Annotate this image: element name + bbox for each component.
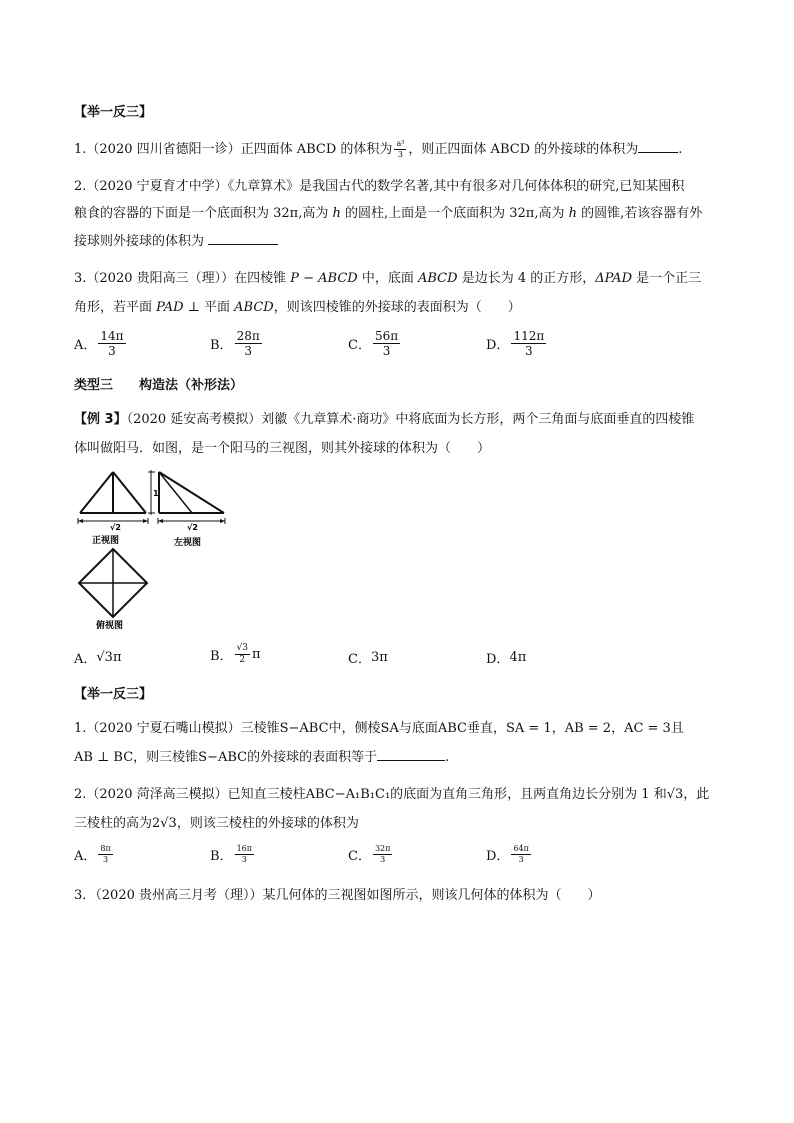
practice-2-line-1: 2.（2020 菏泽高三模拟）已知直三棱柱ABC−A₁B₁C₁的底面为直角三角形，且两直角边长分别为 1 和√3，此 (74, 787, 710, 802)
option-c[interactable] (348, 330, 402, 357)
option-a[interactable] (74, 648, 122, 667)
option-label: B． (210, 649, 233, 664)
variable: h (568, 206, 577, 221)
option-label: A． (74, 849, 97, 864)
section-heading: 【举一反三】 (74, 687, 153, 702)
example-3-line-2: 体叫做阳马．如图，是一个阳马的三视图，则其外接球的体积为（ ） (74, 441, 491, 456)
option-label: B． (210, 338, 233, 353)
question-2-line-1: 2.（2020 宁夏育才中学）《九章算术》是我国古代的数学名著,其中有很多对几何体体积的研究,已知某囤积 (74, 179, 685, 194)
option-d[interactable] (486, 845, 533, 864)
fraction-denominator: 3 (241, 855, 247, 864)
question-text: 接球则外接球的体积为 (74, 234, 205, 249)
variable: h (332, 206, 341, 221)
math-expression: PAD (156, 300, 184, 315)
fraction-denominator: 3 (382, 344, 391, 358)
option-label: D． (486, 652, 510, 667)
option-a[interactable] (74, 330, 128, 357)
top-view-label: 俯视图 (96, 621, 124, 631)
question-text: 中，底面 (357, 271, 418, 286)
fraction-denominator: 2 (239, 655, 246, 665)
answer-blank (208, 232, 278, 245)
section-heading: 【举一反三】 (74, 105, 153, 120)
dimension-label: 1 (153, 489, 159, 498)
option-a[interactable] (74, 845, 115, 864)
fraction (98, 330, 125, 357)
question-2-line-3 (74, 232, 278, 251)
option-label: C． (348, 338, 371, 353)
practice-3-line-1: 3．（2020 贵州高三月考（理））某几何体的三视图如图所示，则该几何体的体积为（ ） (74, 888, 601, 903)
front-view-label: 正视图 (92, 536, 120, 546)
fraction-numerator: 28π (236, 329, 260, 343)
question-text: 是一个正三 (632, 271, 702, 286)
fraction (394, 140, 406, 159)
fraction-numerator: 16π (236, 844, 252, 853)
math-expression: ABCD (418, 271, 458, 286)
question-3-options (0, 330, 794, 370)
dimension-label: √2 (110, 523, 121, 532)
fraction-denominator: 3 (103, 855, 109, 864)
question-text: AB ⊥ BC，则三棱锥S−ABC的外接球的表面积等于 (74, 750, 378, 765)
fraction-numerator: 64π (513, 844, 529, 853)
period: . (445, 750, 450, 765)
option-b[interactable] (210, 644, 261, 665)
question-text: ，则该四棱锥的外接球的表面积为（ ） (273, 300, 521, 315)
option-value: 3π (370, 650, 388, 665)
front-view (78, 472, 148, 524)
option-label: A． (74, 338, 97, 353)
question-text: （2020 延安高考模拟）刘徽《九章算术·商功》中将底面为长方形，两个三角面与底面垂直的四棱锥 (126, 412, 695, 427)
fraction (511, 330, 546, 357)
example-tag: 【例 3】 (74, 412, 127, 427)
question-text: 1.（2020 四川省德阳一诊）正四面体 ABCD 的体积为 (74, 142, 393, 157)
fraction-numerator: √3 (236, 643, 249, 653)
option-d[interactable] (486, 330, 548, 357)
question-text: 的圆锥,若该容器有外 (576, 206, 703, 221)
fraction (235, 330, 262, 357)
option-d[interactable] (486, 648, 526, 667)
dimension-label: √2 (187, 523, 198, 532)
example-3-line-1 (74, 411, 694, 429)
fraction-denominator: 3 (380, 855, 386, 864)
question-3-line-1 (74, 270, 701, 288)
option-label: A． (74, 652, 97, 667)
option-c[interactable] (348, 845, 394, 864)
option-label: D． (486, 849, 510, 864)
fraction-denominator: 3 (244, 344, 252, 358)
three-view-figure (74, 466, 234, 636)
fraction-numerator: 14π (100, 329, 124, 343)
option-label: B． (210, 849, 233, 864)
fraction (511, 845, 530, 864)
fraction-numerator: 32π (374, 844, 391, 853)
fraction-numerator: 112π (513, 329, 545, 343)
fraction-denominator: 3 (108, 344, 116, 358)
option-label: D． (486, 338, 510, 353)
practice-2-options (0, 845, 794, 875)
option-value: 4π (509, 650, 527, 665)
question-2-line-2 (74, 205, 702, 223)
question-text: 是边长为 4 的正方形， (457, 271, 596, 286)
fraction (373, 330, 400, 357)
answer-blank (638, 140, 678, 153)
option-c[interactable] (348, 648, 388, 667)
math-expression: ABCD (234, 300, 274, 315)
answer-blank (377, 748, 445, 761)
side-view (148, 470, 225, 524)
option-b[interactable] (210, 330, 264, 357)
fraction (235, 845, 254, 864)
question-text: 3.（2020 贵阳高三（理））在四棱锥 (74, 271, 291, 286)
practice-1-line-1: 1.（2020 宁夏石嘴山模拟）三棱锥S−ABC中，侧棱SA与底面ABC垂直，SA = 1，AB = 2，AC = 3且 (74, 721, 684, 736)
top-view (79, 549, 147, 617)
period: . (678, 142, 683, 157)
question-text: 粮食的容器的下面是一个底面积为 32π,高为 (74, 206, 333, 221)
fraction (373, 845, 392, 864)
practice-1-line-2 (74, 748, 449, 767)
section-heading-type-3: 类型三 构造法（补形法） (74, 378, 244, 393)
question-3-line-2 (74, 299, 521, 317)
fraction (235, 644, 250, 665)
option-label: C． (348, 849, 371, 864)
fraction-denominator: 3 (518, 855, 524, 864)
side-view-label: 左视图 (174, 538, 202, 548)
fraction-numerator: 56π (374, 329, 399, 343)
practice-2-line-2: 三棱柱的高为2√3，则该三棱柱的外接球的体积为 (74, 816, 359, 831)
question-1 (74, 140, 682, 159)
math-expression: ΔPAD (595, 271, 632, 286)
fraction (98, 845, 112, 864)
fraction-numerator: a³ (396, 139, 405, 148)
question-text: ，则正四面体 ABCD 的外接球的体积为 (408, 142, 639, 157)
fraction-denominator: 3 (397, 150, 403, 159)
fraction-numerator: 8π (100, 844, 111, 853)
fraction-denominator: 3 (525, 344, 533, 358)
question-text: ⊥ 平面 (183, 300, 235, 315)
option-value: π (252, 647, 261, 662)
option-value: √3π (96, 650, 122, 665)
option-label: C． (348, 652, 371, 667)
question-text: 的圆柱,上面是一个底面积为 32π,高为 (340, 206, 569, 221)
math-expression: P − ABCD (290, 271, 358, 286)
option-b[interactable] (210, 845, 256, 864)
example-3-options (0, 643, 794, 672)
question-text: 角形，若平面 (74, 300, 157, 315)
